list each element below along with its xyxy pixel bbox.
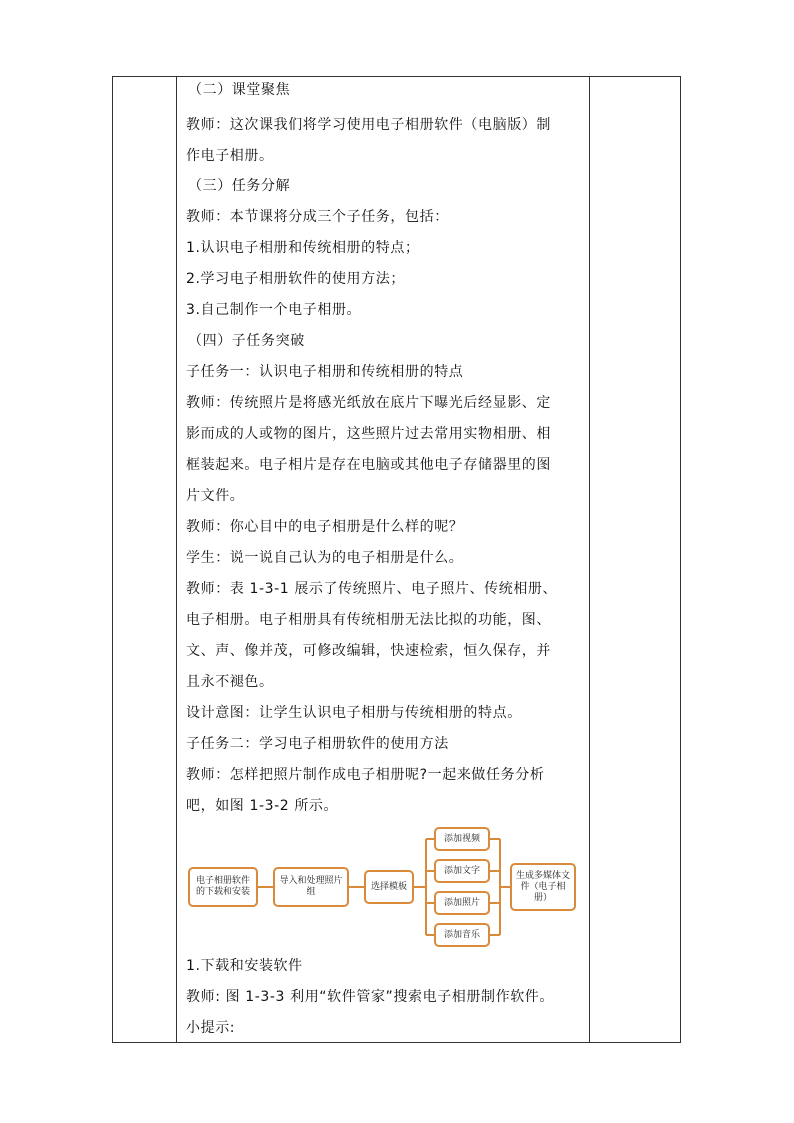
text-line: 作电子相册。 [186, 148, 274, 164]
list-item: 3.自己制作一个电子相册。 [186, 302, 362, 318]
text-line: 教师：表 1-3-1 展示了传统照片、电子照片、传统相册、 [186, 581, 558, 597]
table-divider-left [176, 77, 177, 1042]
branch-add-music: 添加音乐 [434, 923, 490, 947]
text-line: 教师：本节课将分成三个子任务，包括： [186, 209, 449, 225]
text-line: 且永不褪色。 [186, 674, 274, 690]
tip-label: 小提示: [186, 1020, 236, 1036]
section-download-install: 1.下载和安装软件 [186, 958, 303, 974]
branch-add-photo: 添加照片 [434, 891, 490, 915]
design-intent: 设计意图：让学生认识电子相册与传统相册的特点。 [186, 705, 522, 721]
heading-subtask-breakthrough: （四）子任务突破 [188, 333, 305, 349]
text-line: 教师：传统照片是将感光纸放在底片下曝光后经显影、定 [186, 395, 551, 411]
table-divider-right [589, 77, 590, 1042]
result-multimedia-album: 生成多媒体文件（电子相册） [510, 863, 576, 911]
text-line: 教师：怎样把照片制作成电子相册呢?一起来做任务分析 [186, 767, 545, 783]
text-line: 片文件。 [186, 488, 245, 504]
text-line: 文、声、像并茂，可修改编辑，快速检索，恒久保存，并 [186, 643, 551, 659]
branch-add-text: 添加文字 [434, 859, 490, 883]
list-item: 2.学习电子相册软件的使用方法； [186, 271, 405, 287]
subtask-title: 子任务二：学习电子相册软件的使用方法 [186, 736, 449, 752]
text-line: 学生：说一说自己认为的电子相册是什么。 [186, 550, 464, 566]
branch-add-video: 添加视频 [434, 827, 490, 851]
text-line: 教师：这次课我们将学习使用电子相册软件（电脑版）制 [186, 117, 551, 133]
text-line: 影而成的人或物的图片，这些照片过去常用实物相册、相 [186, 426, 551, 442]
text-line: 教师：你心目中的电子相册是什么样的呢？ [186, 519, 464, 535]
subtask-title: 子任务一：认识电子相册和传统相册的特点 [186, 364, 464, 380]
step-import-photos: 导入和处理照片组 [273, 867, 349, 907]
step-select-template: 选择模板 [364, 870, 414, 904]
heading-classroom-focus: （二）课堂聚焦 [188, 82, 291, 98]
text-line: 电子相册。电子相册具有传统相册无法比拟的功能，图、 [186, 612, 551, 628]
heading-task-breakdown: （三）任务分解 [188, 178, 291, 194]
list-item: 1.认识电子相册和传统相册的特点； [186, 240, 420, 256]
text-line: 吧，如图 1-3-2 所示。 [186, 798, 339, 814]
step-download-install: 电子相册软件的下载和安装 [188, 867, 258, 907]
task-analysis-diagram [186, 823, 586, 953]
text-line: 教师: 图 1-3-3 利用“软件管家”搜索电子相册制作软件。 [186, 989, 554, 1005]
text-line: 框装起来。电子相片是存在电脑或其他电子存储器里的图 [186, 457, 551, 473]
